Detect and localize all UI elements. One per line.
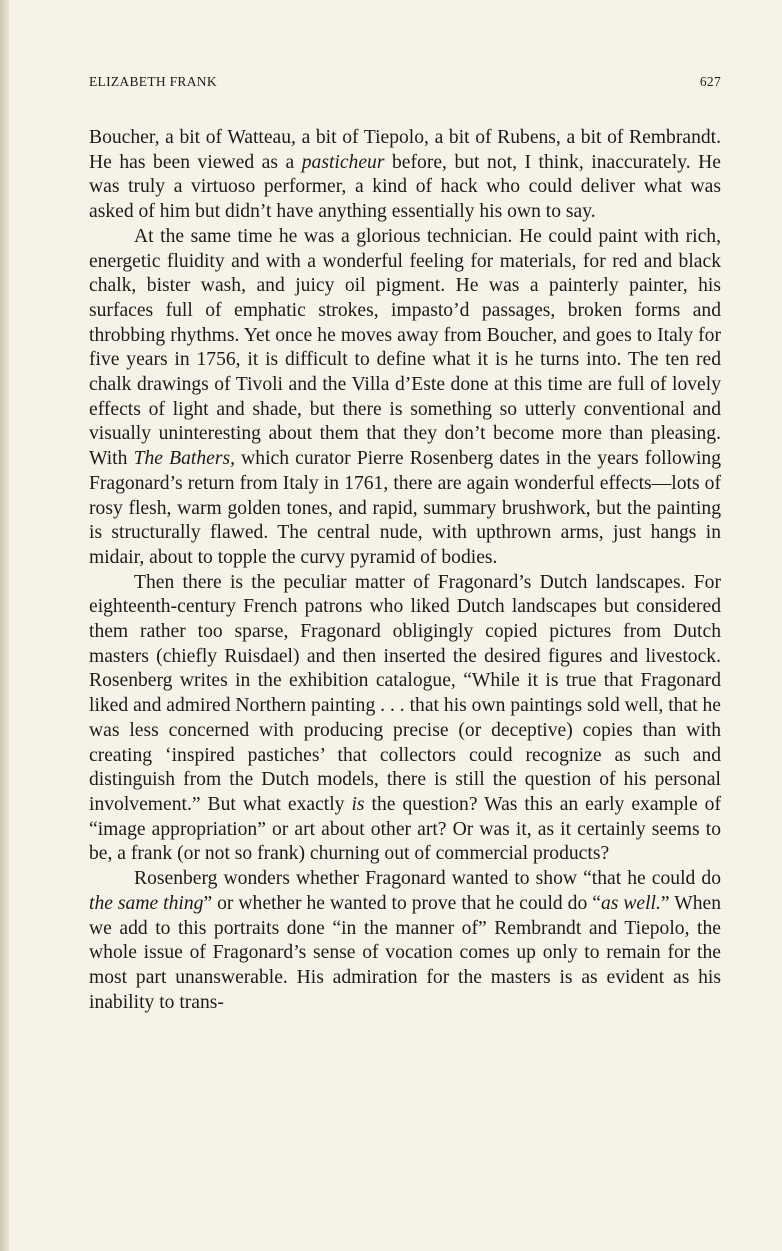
text-run: which curator Pierre Rosenberg dates in the years following Fragonard’s return from Italy in 1761, there are again wonderful effects—lots of rosy flesh, warm golden tones, and rapid, summary brushwork, but the painting is structurally flawed. The central nude, with upthrown arms, just hangs in midair, about to topple the curvy pyramid of bodies.	[89, 448, 721, 568]
text-run: At the same time he was a glorious technician. He could paint with rich, energetic fluidity and with a wonderful feeling for materials, for red and black chalk, bister wash, and juicy oil pigment. He was a painterly painter, his surfaces full of emphatic strokes, impasto’d passages, broken forms and throbbing rhythms. Yet once he moves away from Boucher, and goes to Italy for five years in 1756, it is difficult to define what it is he turns into. The ten red chalk drawings of Tivoli and the Villa d’Este done at this time are full of lovely effects of light and shade, but there is something so utterly conventional and visually uninteresting about them that they don’t become more than pleasing. With	[89, 225, 721, 470]
text-run: Boucher, a bit of Watteau, a bit of Tiepolo, a bit of Rubens, a bit of Rembrandt. He has been viewed as a	[89, 127, 721, 173]
italic-title: The Bathers,	[133, 448, 235, 470]
italic-emphasis: is	[351, 793, 365, 815]
article-body	[89, 126, 721, 1015]
paragraph	[89, 867, 721, 1015]
paragraph	[89, 225, 721, 571]
text-run: ” or whether he wanted to prove that he could do “	[203, 892, 601, 914]
text-run: ” When we add to this portraits done “in the manner of” Rembrandt and Tiepolo, the whole issue of Fragonard’s sense of vocation comes up only to remain for the most part unanswerable. His admiration for the masters is as evident as his inability to trans-	[89, 892, 721, 1013]
text-run: Then there is the peculiar matter of Fragonard’s Dutch landscapes. For eighteenth-century French patrons who liked Dutch landscapes but considered them rather too sparse, Fragonard obligingly copied pictures from Dutch masters (chiefly Ruisdael) and then inserted the desired figures and livestock. Rosenberg writes in the exhibition catalogue, “While it is true that Fragonard liked and admired Northern painting . . . that his own paintings sold well, that he was less concerned with producing precise (or deceptive) copies than with creating ‘inspired pastiches’ that collectors could recognize as such and distinguish from the Dutch models, there is still the question of his personal involvement.” But what exactly	[89, 571, 721, 815]
text-run: Rosenberg wonders whether Fragonard wanted to show “that he could do	[134, 868, 721, 890]
paragraph	[89, 126, 721, 225]
italic-term: pasticheur	[301, 151, 385, 173]
italic-emphasis: as well.	[600, 892, 661, 914]
page-binding-edge	[0, 0, 9, 1251]
running-header	[89, 74, 721, 94]
text-run: before, but not, I think, inaccurately. He was truly a virtuoso performer, a kind of hack who could deliver what was asked of him but didn’t have anything essentially his own to say.	[89, 151, 721, 223]
page-number: 627	[699, 74, 721, 89]
running-head-author: ELIZABETH FRANK	[89, 74, 217, 89]
paragraph	[89, 571, 721, 867]
text-run: the question? Was this an early example of “image appropriation” or art about other art? Or was it, as it certainly seems to be, a frank (or not so frank) churning out of commercial products?	[89, 793, 722, 865]
italic-emphasis: the same thing	[89, 892, 204, 914]
